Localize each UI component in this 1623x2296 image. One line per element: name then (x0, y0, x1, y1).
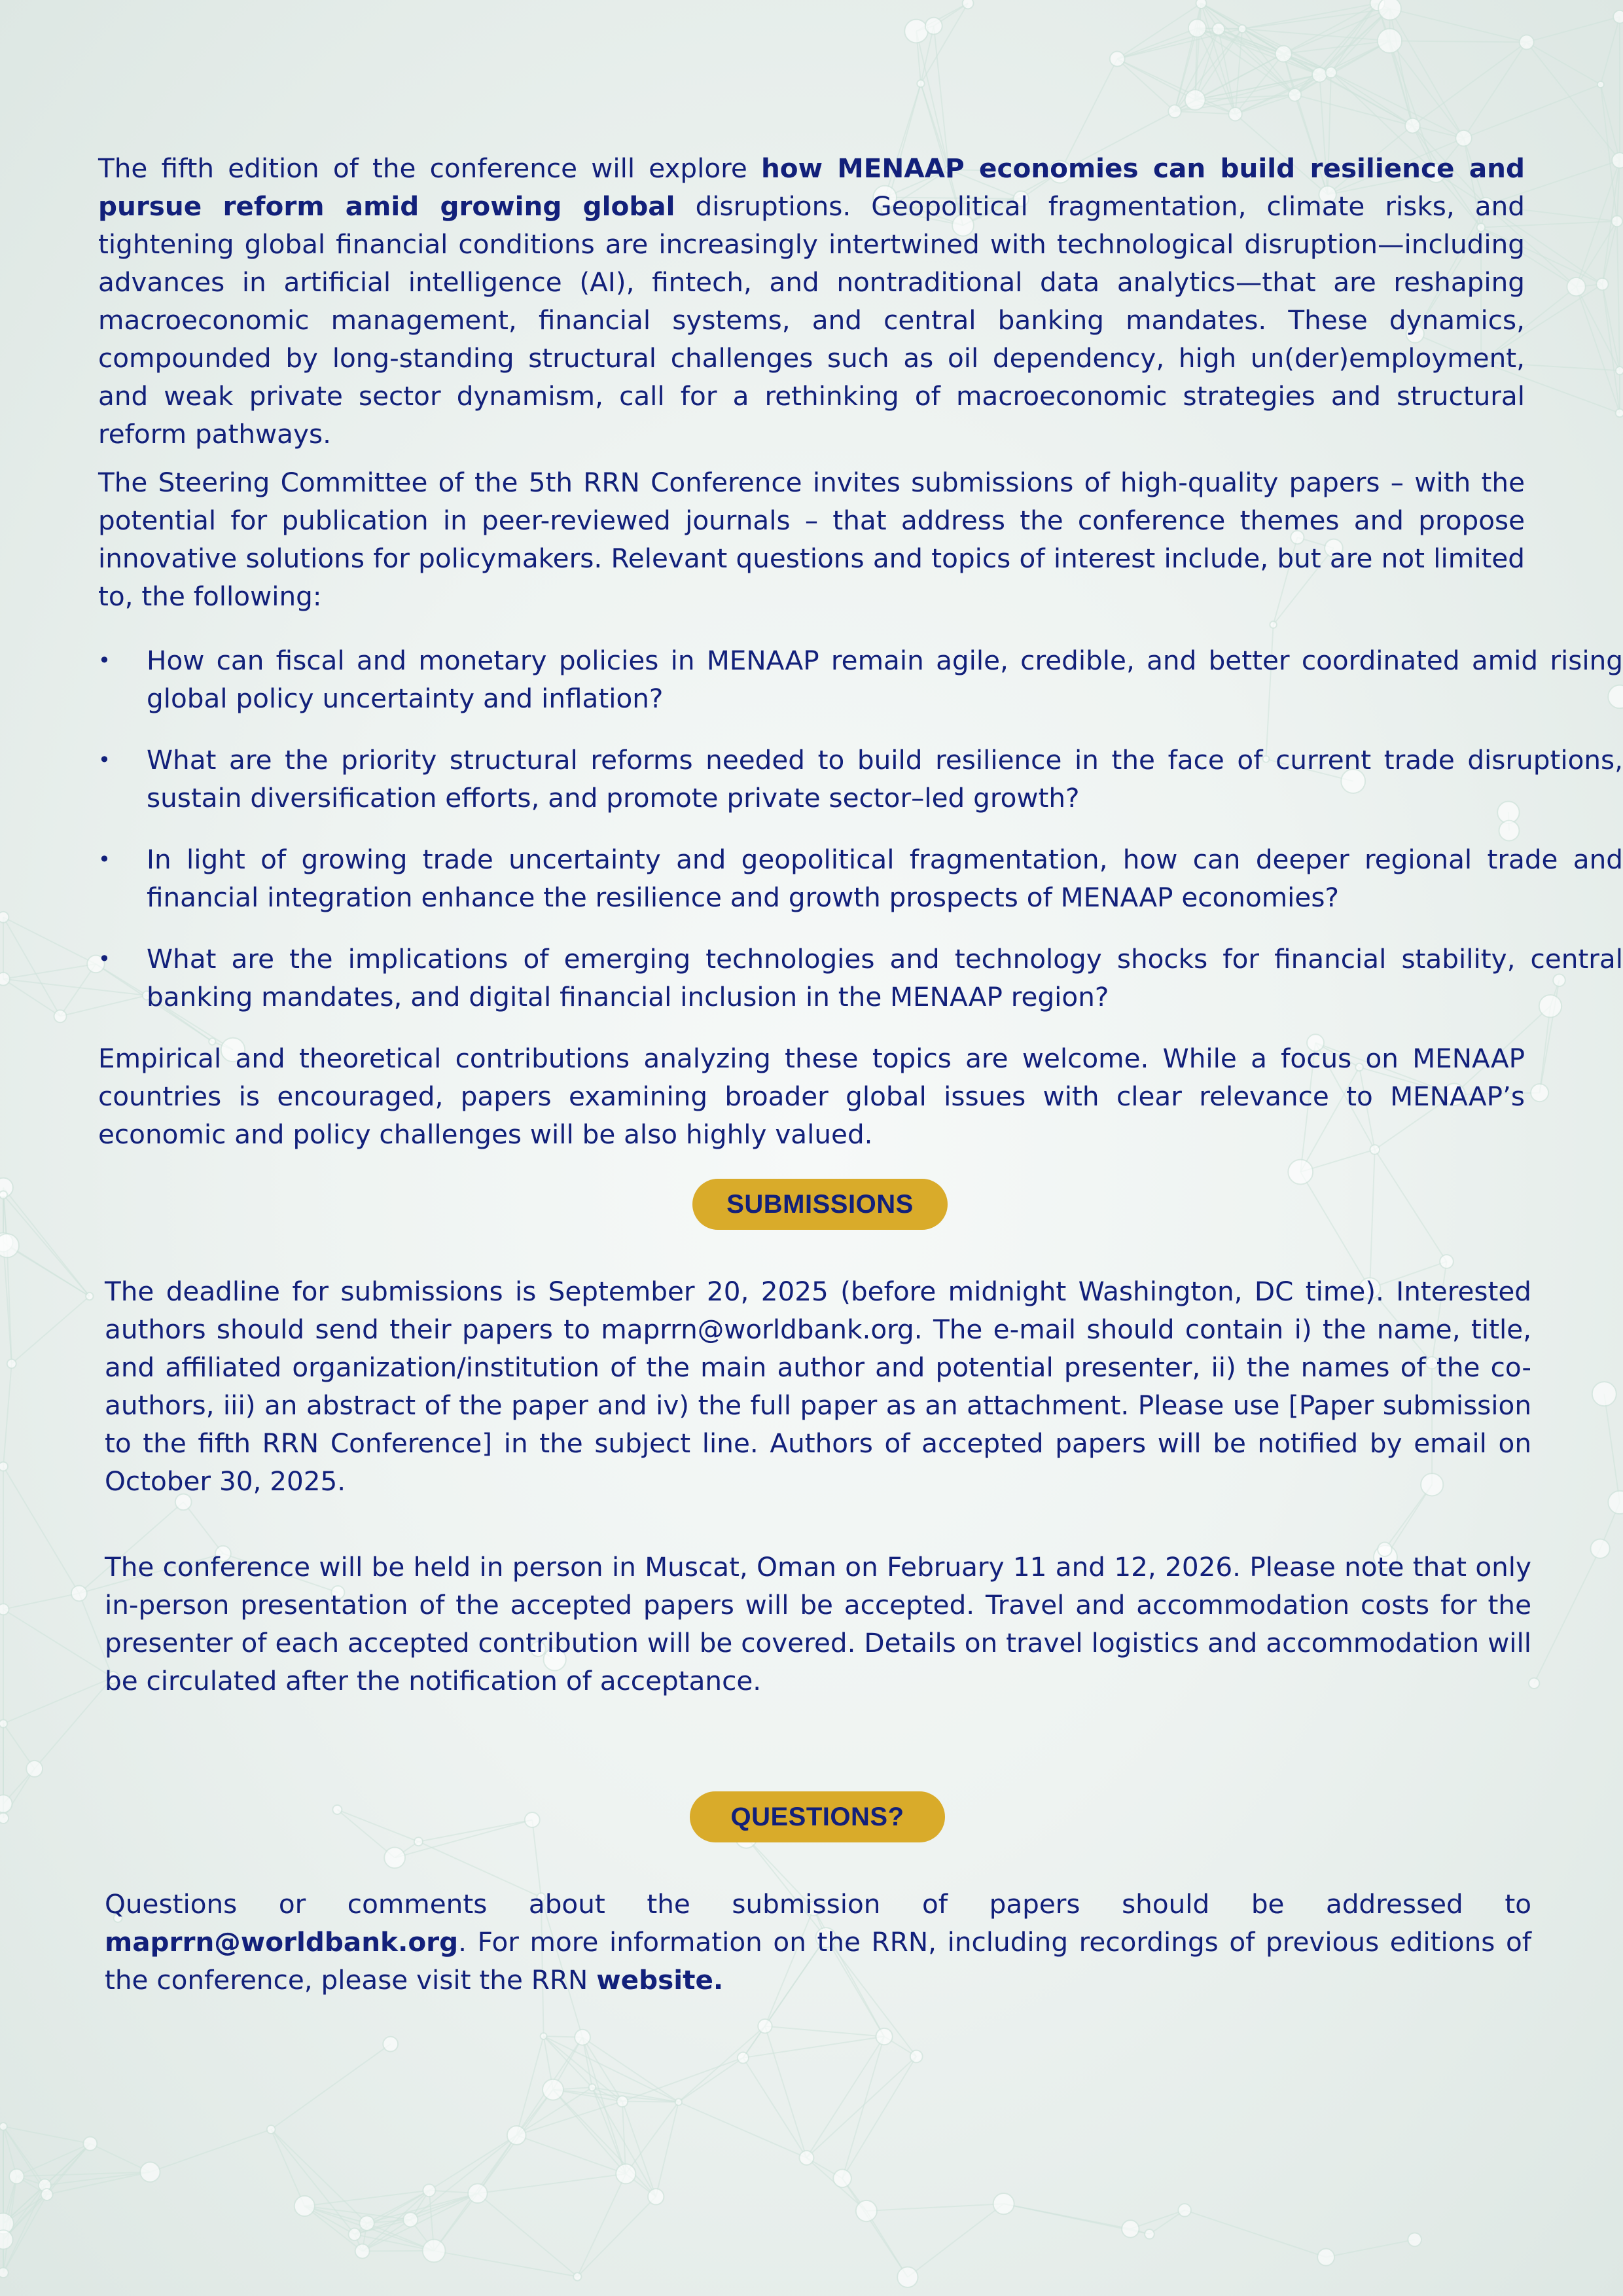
network-node (507, 2126, 526, 2145)
network-line (1175, 111, 1236, 114)
network-line (679, 2102, 807, 2158)
network-line (626, 2102, 679, 2174)
network-line (337, 1810, 418, 1842)
network-node (71, 1585, 87, 1601)
network-node (1613, 10, 1623, 24)
network-node (917, 80, 924, 87)
network-node (1596, 278, 1609, 291)
submissions-heading-badge: SUBMISSIONS (692, 1179, 948, 1230)
network-node (575, 2030, 590, 2045)
network-node (675, 2098, 682, 2105)
network-node (573, 2272, 581, 2280)
network-node (1499, 821, 1519, 841)
network-line (765, 2026, 806, 2158)
network-node (0, 2230, 13, 2249)
network-node (1228, 107, 1242, 121)
network-node (1325, 67, 1336, 78)
network-line (1464, 84, 1601, 138)
network-node (1592, 1382, 1616, 1406)
network-line (582, 2037, 679, 2102)
network-node (423, 2239, 446, 2262)
conference-venue-paragraph: The conference will be held in person in Muscat, Oman on February 11 and 12, 2026. Please note that only in-person presentation of the accepted papers will be accepted. Travel and accommodation costs for the presenter of each accepted contribution will be covered. Details on travel logistics and accommodation will be circulated after the notification of acceptance. (105, 1551, 1531, 1696)
network-line (1375, 1149, 1447, 1261)
network-line (1004, 2204, 1131, 2229)
network-line (1295, 95, 1413, 126)
network-node (1608, 1491, 1623, 1514)
network-node (1405, 118, 1420, 134)
network-node (355, 2244, 370, 2258)
network-node (758, 2019, 772, 2034)
network-node (0, 2267, 9, 2278)
network-node (1590, 1539, 1609, 1558)
network-node (799, 2151, 813, 2165)
network-line (183, 1502, 223, 1554)
call-for-papers-paragraph: The Steering Committee of the 5th RRN Conference invites submissions of high-quality papers – with the potential for publication in peer-reviewed journals – that address the conference themes and propose innovative solutions for policymakers. Relevant questions and topics of interest include, but are not limited to, the following: (98, 467, 1525, 612)
network-node (1378, 29, 1402, 53)
network-node (383, 2037, 398, 2052)
network-line (418, 1820, 532, 1842)
network-node (1168, 105, 1181, 118)
network-node (1408, 2233, 1421, 2246)
network-line (3, 1677, 113, 1723)
network-node (0, 912, 9, 923)
network-node (1122, 2220, 1139, 2238)
network-node (543, 2079, 563, 2100)
network-node (910, 2050, 923, 2062)
network-node (0, 973, 10, 986)
questions-text-start: Questions or comments about the submission of papers should be addressed to (105, 1888, 1531, 1920)
network-line (12, 1297, 90, 1364)
network-node (9, 2169, 24, 2184)
intro-paragraph (98, 149, 1525, 453)
network-node (41, 2189, 53, 2200)
network-line (679, 2026, 765, 2102)
network-node (1178, 2204, 1191, 2217)
network-node (1616, 367, 1623, 374)
network-node (468, 2183, 488, 2203)
network-node (0, 1813, 9, 1823)
network-line (1577, 287, 1620, 370)
network-line (478, 2193, 577, 2276)
network-line (35, 1677, 113, 1768)
network-node (1531, 1084, 1548, 1102)
network-node (1378, 0, 1401, 20)
network-line (434, 2251, 577, 2276)
network-line (3, 1467, 79, 1594)
network-line (577, 2174, 626, 2276)
network-node (403, 2212, 418, 2227)
network-line (3, 1593, 79, 1609)
network-node (1317, 2249, 1334, 2266)
network-node (1289, 88, 1302, 101)
network-node (140, 2162, 160, 2181)
network-line (1283, 3, 1378, 54)
network-line (1534, 1549, 1600, 1683)
network-line (1617, 221, 1620, 370)
network-node (1612, 152, 1623, 168)
network-line (765, 2026, 884, 2037)
network-line (1185, 2210, 1326, 2257)
network-line (3, 964, 96, 979)
network-node (7, 1359, 16, 1369)
submission-deadline-paragraph: The deadline for submissions is September 20, 2025 (before midnight Washington, DC time). Interested authors should send their papers to maprrn@worldbank.org. The e-mail should contain i) the name, title, and affiliated organization/institution of the main author and potential presenter, ii) the names of the co-authors, iii) an abstract of the paper and iv) the full paper as an attachment. Please use [Paper submission to the fifth RRN Conference] in the subject line. Authors of accepted papers will be notified by email on October 30, 2025. (105, 1276, 1531, 1497)
network-line (842, 2037, 884, 2179)
network-node (833, 2169, 851, 2187)
bullet-marker: • (98, 747, 111, 772)
network-node (332, 1805, 342, 1814)
intro-text-start: The fifth edition of the conference will explore (98, 152, 761, 184)
network-node (1213, 23, 1225, 35)
network-node (294, 2196, 315, 2216)
network-line (1219, 29, 1331, 72)
network-node (925, 18, 942, 35)
network-line (1601, 17, 1620, 84)
bullet-marker: • (98, 847, 111, 872)
network-line (622, 2058, 743, 2102)
network-line (1604, 1394, 1620, 1503)
questions-text-middle: . For more information on the RRN, including recordings of previous editions of the conference, please visit the RRN (105, 1926, 1531, 1996)
network-line (1390, 9, 1527, 42)
network-line (1527, 42, 1620, 160)
network-line (1331, 73, 1464, 138)
network-node (1616, 409, 1623, 418)
network-node (876, 2028, 892, 2045)
network-line (3, 1609, 113, 1677)
network-line (1577, 287, 1620, 413)
network-node (525, 1812, 540, 1827)
bullet-text: In light of growing trade uncertainty and geopolitical fragmentation, how can deeper regional trade and financial integration enhance the resilience and growth prospects of MENAAP economies? (147, 844, 1623, 913)
network-node (0, 1191, 7, 1199)
network-line (1527, 42, 1601, 84)
network-line (679, 2058, 743, 2102)
network-node (83, 2137, 97, 2151)
network-line (842, 2056, 916, 2178)
network-line (429, 2135, 516, 2190)
network-node (0, 1795, 12, 1812)
network-node (384, 1847, 405, 1868)
questions-paragraph (105, 1885, 1531, 1999)
network-line (1577, 221, 1617, 287)
network-line (743, 2037, 884, 2058)
network-node (904, 20, 928, 43)
bullet-marker: • (98, 946, 111, 971)
network-node (0, 1234, 19, 1257)
bullet-text: How can fiscal and monetary policies in MENAAP remain agile, credible, and better coordinated amid rising global policy uncertainty and inflation? (147, 645, 1623, 714)
network-line (1370, 1149, 1375, 1288)
network-node (1440, 1255, 1454, 1268)
network-line (1527, 17, 1620, 43)
network-node (541, 2033, 547, 2039)
network-node (1567, 278, 1586, 296)
network-line (478, 2174, 626, 2193)
network-node (856, 2200, 877, 2221)
network-node (616, 2096, 628, 2107)
network-node (1312, 67, 1327, 82)
network-node (1110, 52, 1125, 67)
bullet-marker: • (98, 648, 111, 673)
network-node (963, 0, 974, 9)
network-node (588, 2084, 596, 2091)
network-line (7, 1246, 90, 1296)
network-line (656, 2102, 679, 2197)
network-line (1300, 1172, 1370, 1289)
contact-email-link[interactable]: maprrn@worldbank.org (105, 1926, 459, 1958)
network-node (1145, 2229, 1154, 2239)
network-node (1188, 19, 1206, 37)
network-line (1389, 41, 1526, 42)
network-node (0, 1462, 8, 1471)
network-line (1464, 42, 1527, 138)
questions-heading-badge: QUESTIONS? (690, 1791, 945, 1842)
network-node (0, 2123, 7, 2130)
network-node (414, 1837, 423, 1846)
network-node (0, 1604, 9, 1615)
network-node (26, 1761, 43, 1777)
network-node (348, 2228, 361, 2240)
network-line (842, 2178, 908, 2277)
network-node (1520, 35, 1534, 49)
network-line (866, 2204, 1004, 2211)
network-node (0, 1719, 7, 1728)
network-node (738, 2052, 749, 2063)
network-line (367, 2193, 478, 2223)
network-line (60, 996, 147, 1016)
network-line (1389, 41, 1463, 138)
network-node (897, 2267, 918, 2287)
network-node (1597, 81, 1604, 88)
network-node (423, 2184, 435, 2197)
network-node (1275, 46, 1292, 62)
network-line (1602, 284, 1620, 370)
network-node (993, 2193, 1014, 2214)
network-line (1412, 42, 1526, 126)
network-line (3, 1364, 12, 1467)
network-node (1185, 90, 1205, 110)
network-node (267, 2125, 276, 2134)
contributions-paragraph: Empirical and theoretical contributions analyzing these topics are welcome. While a focus on MENAAP countries is encouraged, papers examining broader global issues with clear relevance to MENAAP’s economic and policy challenges will be also highly valued. (98, 1043, 1525, 1150)
network-line (577, 2197, 656, 2276)
network-line (908, 2204, 1004, 2277)
network-node (1455, 130, 1472, 147)
network-line (150, 2130, 271, 2172)
network-node (54, 1010, 66, 1022)
network-line (743, 2058, 806, 2158)
bullet-text: What are the priority structural reforms needed to build resilience in the face of current trade disruptions, sustain diversification efforts, and promote private sector–led growth? (147, 744, 1623, 814)
network-line (271, 2130, 304, 2206)
network-node (86, 1293, 94, 1300)
network-node (1238, 25, 1246, 33)
intro-text-end: disruptions. Geopolitical fragmentation, climate risks, and tightening global financial conditions are increasingly intertwined with technological disruption—including advances in artificial intelligence (AI), fintech, and nontraditional data analytics—that are reshaping macroeconomic management, financial systems, and central banking mandates. These dynamics, compounded by long-standing structural challenges such as oil dependency, high un(der)employment, and weak private sector dynamism, call for a rethinking of macroeconomic strategies and structural reform pathways. (98, 190, 1525, 450)
network-node (1270, 621, 1277, 628)
network-line (1602, 284, 1620, 413)
network-node (1288, 1160, 1313, 1185)
network-node (616, 2164, 635, 2183)
network-line (304, 2191, 429, 2206)
network-node (1611, 216, 1622, 227)
network-line (271, 2044, 391, 2129)
bullet-text: What are the implications of emerging technologies and technology shocks for financial stability, central banking mandates, and digital financial inclusion in the MENAAP region? (147, 943, 1623, 1013)
network-line (271, 2130, 366, 2223)
network-node (1196, 0, 1206, 9)
network-line (337, 1810, 395, 1857)
network-line (1326, 2240, 1415, 2257)
network-node (359, 2215, 374, 2231)
rrn-website-link[interactable]: website. (596, 1964, 724, 1996)
network-node (648, 2189, 664, 2204)
intro-emphasis: how MENAAP economies can build resilience and pursue reform amid growing global (98, 152, 1525, 222)
network-line (3, 2126, 90, 2144)
